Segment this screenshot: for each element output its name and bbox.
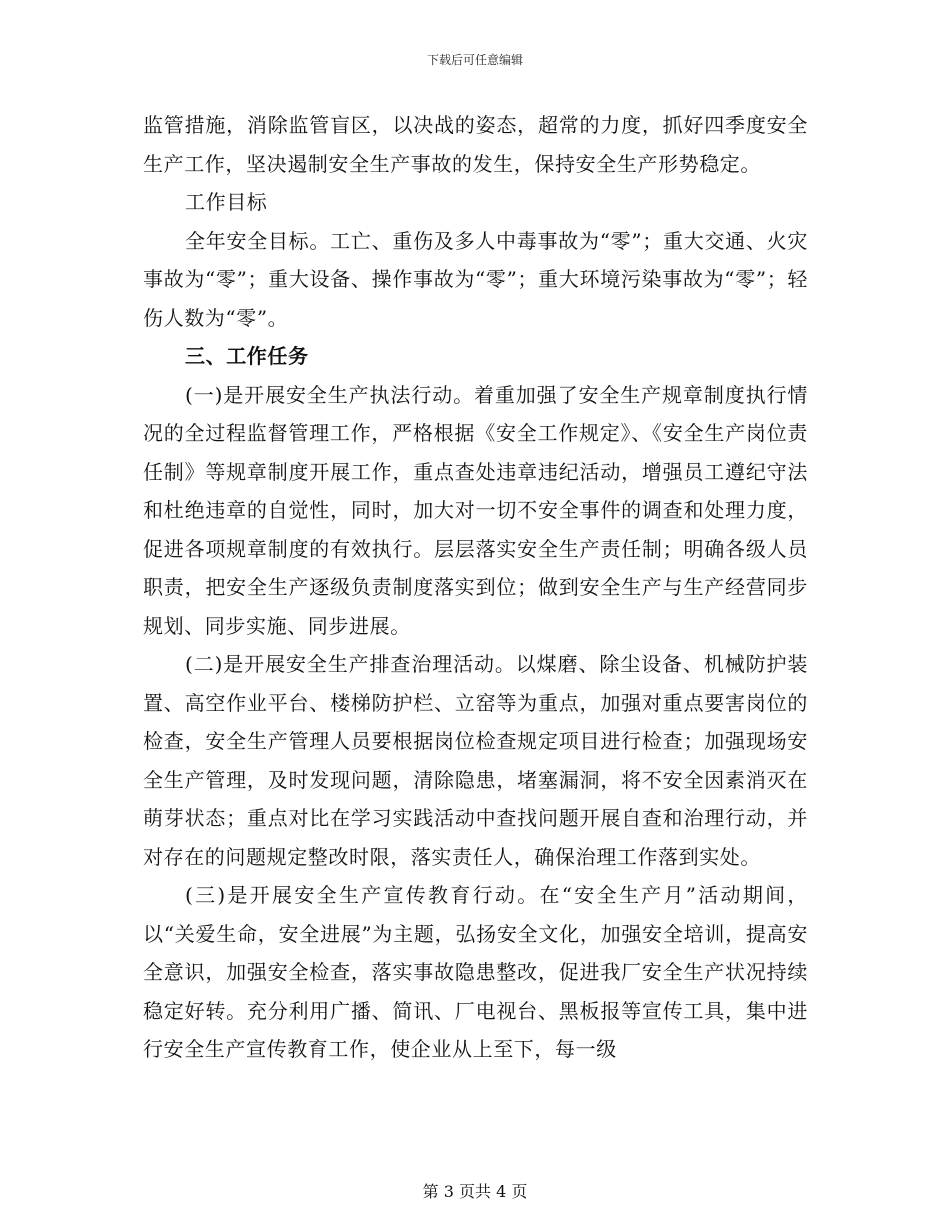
document-body [143,106,808,1069]
subheading-work-goal: 工作目标 [185,190,268,214]
paragraph-continuation: 监管措施，消除监管盲区，以决战的姿态，超常的力度，抓好四季度安全生产工作，坚决遏制安全生产事故的发生，保持安全生产形势稳定。 [143,113,808,176]
paragraph-task-1: (一)是开展安全生产执法行动。着重加强了安全生产规章制度执行情况的全过程监督管理工作，严格根据《安全工作规定》、《安全生产岗位责任制》等规章制度开展工作，重点查处违章违纪活动，增强员工遵纪守法和杜绝违章的自觉性，同时，加大对一切不安全事件的调查和处理力度，促进各项规章制度的有效执行。层层落实安全生产责任制；明确各级人员职责，把安全生产逐级负责制度落实到位；做到安全生产与生产经营同步规划、同步实施、同步进展。 [143,382,808,638]
paragraph-task-3: (三)是开展安全生产宣传教育行动。在“安全生产月”活动期间，以“关爱生命，安全进展”为主题，弘扬安全文化，加强安全培训，提高安全意识，加强安全检查，落实事故隐患整改，促进我厂安全生产状况持续稳定好转。充分利用广播、简讯、厂电视台、黑板报等宣传工具，集中进行安全生产宣传教育工作，使企业从上至下，每一级 [143,883,808,1061]
page-header: 下载后可任意编辑 [426,53,523,67]
paragraph-safety-goal: 全年安全目标。工亡、重伤及多人中毒事故为“零”；重大交通、火灾事故为“零”；重大设备、操作事故为“零”；重大环境污染事故为“零”；轻伤人数为“零”。 [143,228,808,330]
section-heading-work-tasks: 三、工作任务 [185,344,309,368]
page-number-footer: 第 3 页共 4 页 [422,1182,528,1201]
paragraph-task-2: (二)是开展安全生产排查治理活动。以煤磨、除尘设备、机械防护装置、高空作业平台、楼梯防护栏、立窑等为重点，加强对重点要害岗位的检查，安全生产管理人员要根据岗位检查规定项目进行检查；加强现场安全生产管理，及时发现问题，清除隐患，堵塞漏洞，将不安全因素消灭在萌芽状态；重点对比在学习实践活动中查找问题开展自查和治理行动，并对存在的问题规定整改时限，落实责任人，确保治理工作落到实处。 [143,652,808,869]
